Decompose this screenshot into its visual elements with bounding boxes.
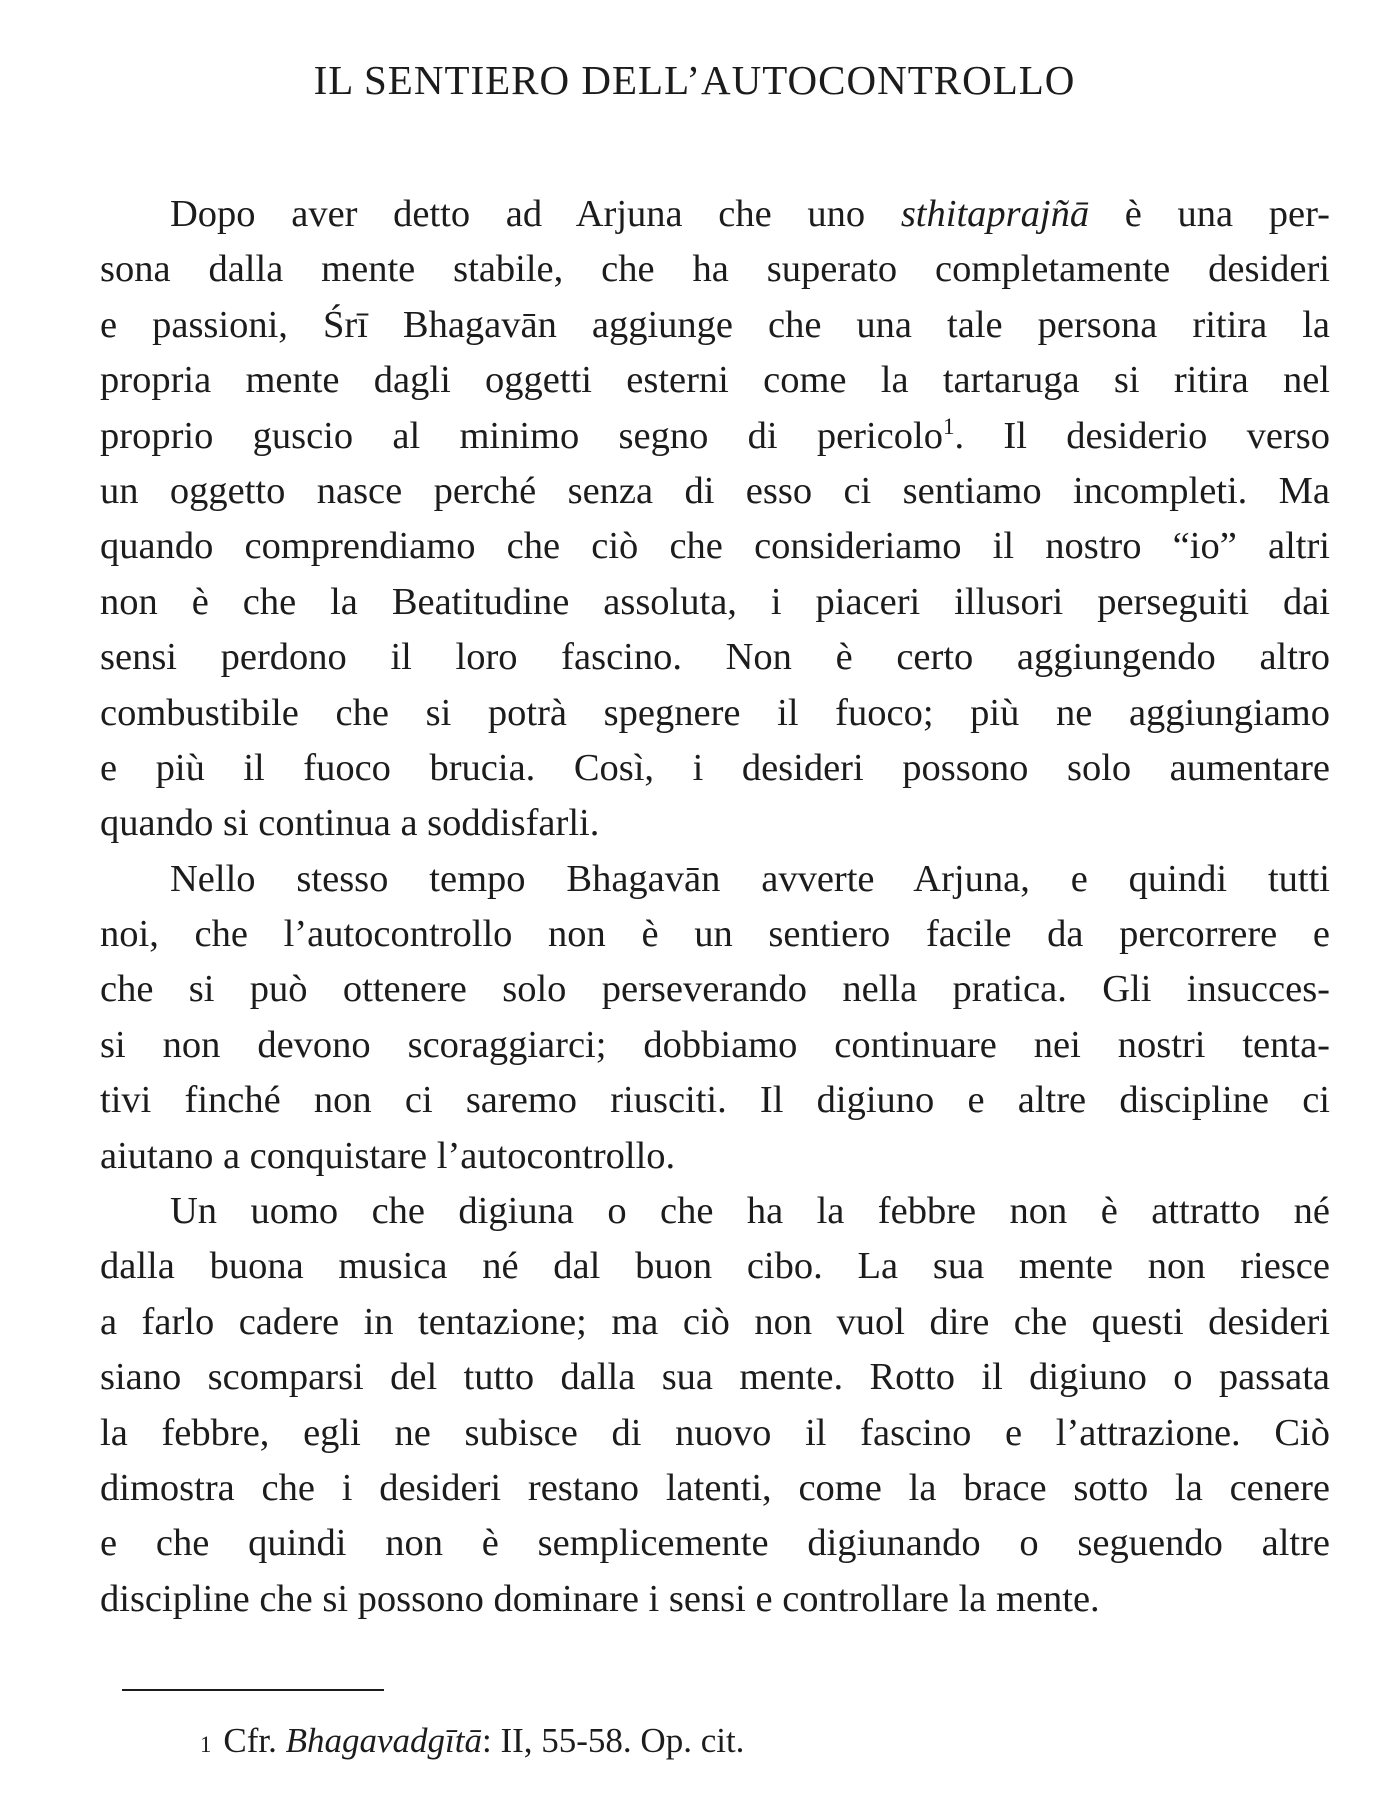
text-run: e più il fuoco brucia. Così, i desideri possono solo aumentare (100, 746, 1330, 789)
text-run: combustibile che si potrà spegnere il fuoco; più ne aggiungiamo (100, 691, 1330, 734)
text-line (100, 630, 1330, 685)
text-line (100, 242, 1330, 297)
text-line (100, 1461, 1330, 1516)
text-run: a farlo cadere in tentazione; ma ciò non vuol dire che questi desideri (100, 1300, 1330, 1343)
paragraph-3 (100, 1184, 1330, 1627)
text-run: è una per- (1089, 193, 1330, 235)
chapter-title: IL SENTIERO DELL’AUTOCONTROLLO (313, 57, 1076, 103)
text-line (100, 1129, 1330, 1184)
footnote (200, 1718, 744, 1764)
text-run: quando comprendiamo che ciò che consideriamo il nostro “io” altri (100, 525, 1330, 568)
text-line (100, 1239, 1330, 1294)
text-line (100, 907, 1330, 962)
text-run: non è che la Beatitudine assoluta, i piaceri illusori perseguiti dai (100, 580, 1330, 623)
text-run: noi, che l’autocontrollo non è un sentiero facile da percorrere e (100, 913, 1330, 956)
text-run: Nello stesso tempo Bhagavān avverte Arjuna, e quindi tutti (170, 857, 1330, 900)
text-run: dimostra che i desideri restano latenti, come la brace sotto la cenere (100, 1466, 1330, 1509)
paragraph-1 (100, 187, 1330, 852)
text-line (100, 796, 1330, 851)
text-line (100, 353, 1330, 408)
text-run: dalla buona musica né dal buon cibo. La sua mente non riesce (100, 1245, 1330, 1288)
text-run: proprio guscio al minimo segno di pericolo (100, 414, 943, 457)
text-line (100, 1184, 1330, 1239)
text-line (100, 187, 1330, 242)
text-line (100, 464, 1330, 519)
italic-term: sthitaprajñā (900, 193, 1090, 235)
text-line (100, 1516, 1330, 1571)
text-run: aiutano a conquistare l’autocontrollo. (100, 1134, 676, 1177)
text-line (100, 1295, 1330, 1350)
paragraph-2 (100, 852, 1330, 1184)
text-line (100, 575, 1330, 630)
text-run: tivi finché non ci saremo riusciti. Il digiuno e altre discipline ci (100, 1079, 1330, 1122)
text-line (100, 1350, 1330, 1405)
body-text (100, 187, 1330, 1627)
text-line (100, 519, 1330, 574)
text-line (100, 852, 1330, 907)
text-line (100, 409, 1330, 464)
footnote-divider (122, 1689, 384, 1691)
text-run: Un uomo che digiuna o che ha la febbre non è attratto né (170, 1190, 1330, 1233)
text-line (100, 962, 1330, 1017)
footnote-reference-mark: 1 (942, 412, 955, 439)
footnote-prefix: Cfr. (223, 1721, 286, 1760)
text-run: un oggetto nasce perché senza di esso ci sentiamo incompleti. Ma (100, 469, 1330, 512)
footnote-number: 1 (200, 1732, 212, 1757)
text-run: . Il desiderio verso (954, 414, 1330, 457)
text-run: la febbre, egli ne subisce di nuovo il fascino e l’attrazione. Ciò (100, 1411, 1330, 1454)
text-run: quando si continua a soddisfarli. (100, 802, 600, 845)
text-run: Dopo aver detto ad Arjuna che uno (170, 193, 901, 235)
text-run: che si può ottenere solo perseverando nella pratica. Gli insucces- (100, 968, 1330, 1011)
text-run: siano scomparsi del tutto dalla sua mente. Rotto il digiuno o passata (100, 1356, 1330, 1399)
text-run: discipline che si possono dominare i sensi e controllare la mente. (100, 1577, 1100, 1620)
text-line (100, 298, 1330, 353)
text-run: propria mente dagli oggetti esterni come la tartaruga si ritira nel (100, 359, 1330, 402)
text-line (100, 1073, 1330, 1128)
text-run: sensi perdono il loro fascino. Non è certo aggiungendo altro (100, 636, 1330, 679)
text-run: si non devono scoraggiarci; dobbiamo continuare nei nostri tenta- (100, 1023, 1330, 1066)
footnote-reference: : II, 55-58. Op. cit. (481, 1721, 745, 1760)
text-run: e che quindi non è semplicemente digiunando o seguendo altre (100, 1522, 1330, 1565)
text-run: sona dalla mente stabile, che ha superato completamente desideri (100, 248, 1330, 291)
text-line (100, 1018, 1330, 1073)
text-line (100, 1572, 1330, 1627)
text-line (100, 686, 1330, 741)
text-run: e passioni, Śrī Bhagavān aggiunge che una tale persona ritira la (100, 303, 1330, 346)
text-line (100, 1406, 1330, 1461)
footnote-work-title: Bhagavadgītā (285, 1721, 482, 1760)
text-line (100, 741, 1330, 796)
